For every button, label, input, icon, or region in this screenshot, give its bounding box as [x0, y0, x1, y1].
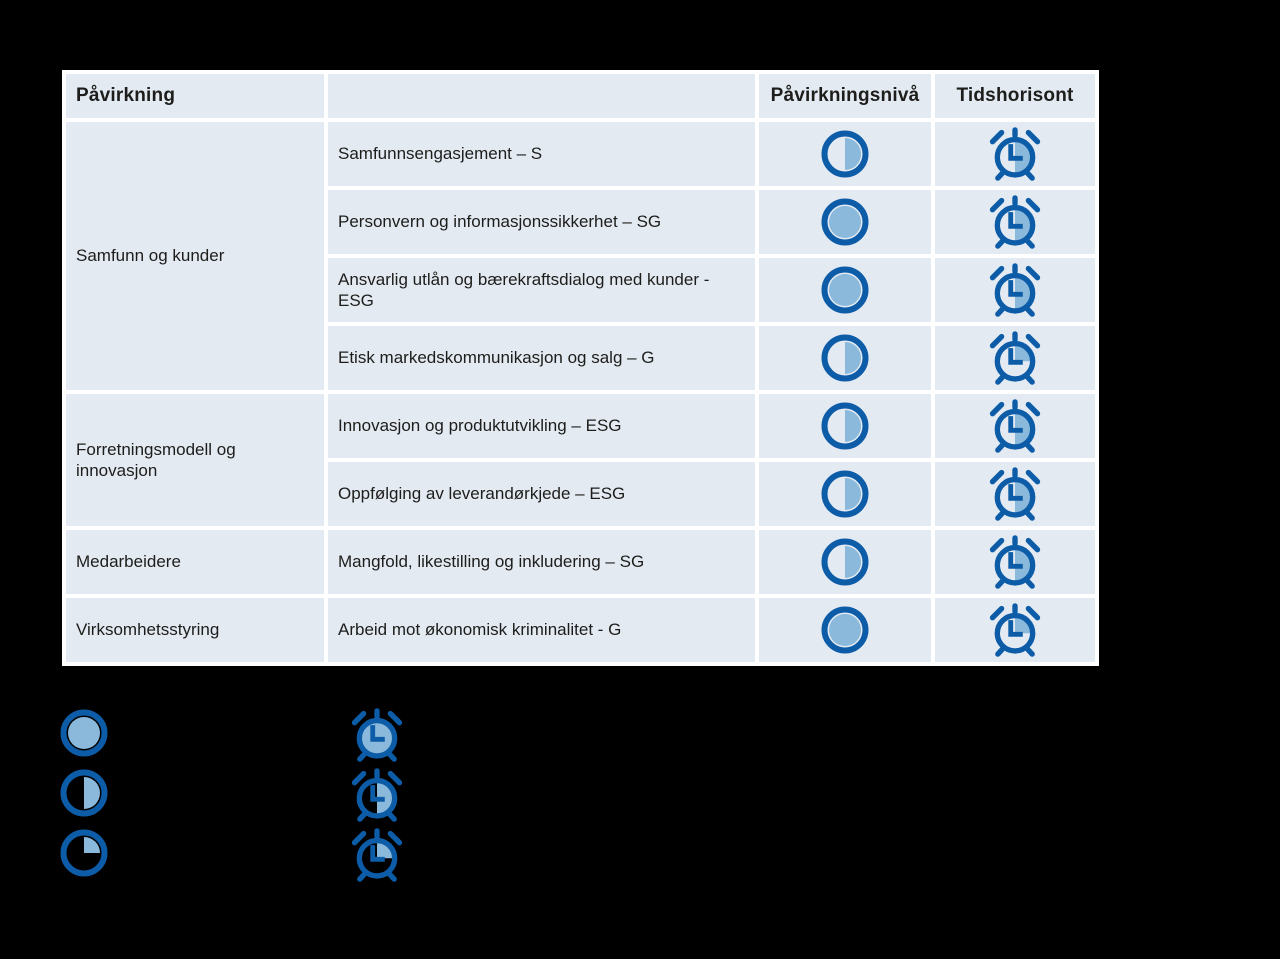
impact-level-cell	[759, 598, 931, 662]
impact-circle-quarter-icon	[60, 829, 108, 877]
impact-level-cell	[759, 326, 931, 390]
legend-impact-levels	[60, 709, 108, 877]
impact-level-cell	[759, 190, 931, 254]
alarm-clock-quarter-icon	[347, 825, 407, 885]
time-horizon-cell	[935, 122, 1095, 186]
legend-time-horizons	[347, 705, 407, 885]
category-cell	[66, 598, 324, 662]
category-label: Forretningsmodell og innovasjon	[76, 439, 236, 480]
impact-circle-half-icon	[821, 402, 869, 450]
impact-circle-half-icon	[821, 470, 869, 518]
header-pavirkningsniva: Påvirkningsnivå	[759, 74, 931, 118]
category-label: Samfunn og kunder	[76, 246, 225, 266]
topic-label: Etisk markedskommunikasjon og salg – G	[338, 348, 655, 368]
topic-cell	[328, 462, 755, 526]
impact-level-cell	[759, 122, 931, 186]
impact-level-cell	[759, 530, 931, 594]
topic-cell	[328, 258, 755, 322]
impact-level-cell	[759, 394, 931, 458]
topic-cell	[328, 598, 755, 662]
impact-circle-half-icon	[821, 334, 869, 382]
time-horizon-cell	[935, 394, 1095, 458]
category-label: Medarbeidere	[76, 552, 181, 572]
topic-cell	[328, 394, 755, 458]
topic-cell	[328, 530, 755, 594]
topic-cell	[328, 190, 755, 254]
topic-label: Innovasjon og produktutvikling – ESG	[338, 416, 622, 436]
topic-label: Oppfølging av leverandørkjede – ESG	[338, 484, 626, 504]
topic-label: Samfunnsengasjement – S	[338, 144, 543, 164]
impact-level-cell	[759, 258, 931, 322]
legend-impact-item-quarter	[60, 829, 108, 877]
impact-circle-half-icon	[821, 538, 869, 586]
impact-circle-full-icon	[60, 709, 108, 757]
legend-impact-item-full	[60, 709, 108, 757]
time-horizon-cell	[935, 598, 1095, 662]
alarm-clock-half-icon	[985, 396, 1045, 456]
impact-circle-full-icon	[821, 198, 869, 246]
time-horizon-cell	[935, 530, 1095, 594]
legend-horizon-item-quarter	[347, 825, 407, 885]
category-cell	[66, 122, 324, 390]
impact-level-cell	[759, 462, 931, 526]
category-label: Virksomhetsstyring	[76, 620, 220, 640]
topic-cell	[328, 326, 755, 390]
legend-impact-item-half	[60, 769, 108, 817]
header-pavirkning: Påvirkning	[66, 74, 324, 118]
time-horizon-cell	[935, 462, 1095, 526]
alarm-clock-quarter-icon	[985, 600, 1045, 660]
header-topic	[328, 74, 755, 118]
legend-horizon-item-half	[347, 765, 407, 825]
alarm-clock-half-icon	[347, 765, 407, 825]
materiality-table	[62, 70, 1099, 666]
category-cell	[66, 394, 324, 526]
impact-circle-half-icon	[821, 130, 869, 178]
topic-label: Personvern og informasjonssikkerhet – SG	[338, 212, 662, 232]
alarm-clock-quarter-icon	[985, 328, 1045, 388]
legend-horizon-item-full	[347, 705, 407, 765]
alarm-clock-half-icon	[985, 532, 1045, 592]
topic-cell	[328, 122, 755, 186]
alarm-clock-half-icon	[985, 192, 1045, 252]
time-horizon-cell	[935, 190, 1095, 254]
time-horizon-cell	[935, 258, 1095, 322]
alarm-clock-half-icon	[985, 260, 1045, 320]
topic-label: Mangfold, likestilling og inkludering – SG	[338, 552, 645, 572]
header-tidshorisont: Tidshorisont	[935, 74, 1095, 118]
time-horizon-cell	[935, 326, 1095, 390]
impact-circle-half-icon	[60, 769, 108, 817]
topic-label: Ansvarlig utlån og bærekraftsdialog med kunder - ESG	[338, 269, 710, 310]
category-cell	[66, 530, 324, 594]
alarm-clock-full-icon	[347, 705, 407, 765]
impact-circle-full-icon	[821, 606, 869, 654]
alarm-clock-half-icon	[985, 464, 1045, 524]
impact-circle-full-icon	[821, 266, 869, 314]
topic-label: Arbeid mot økonomisk kriminalitet - G	[338, 620, 622, 640]
alarm-clock-half-icon	[985, 124, 1045, 184]
